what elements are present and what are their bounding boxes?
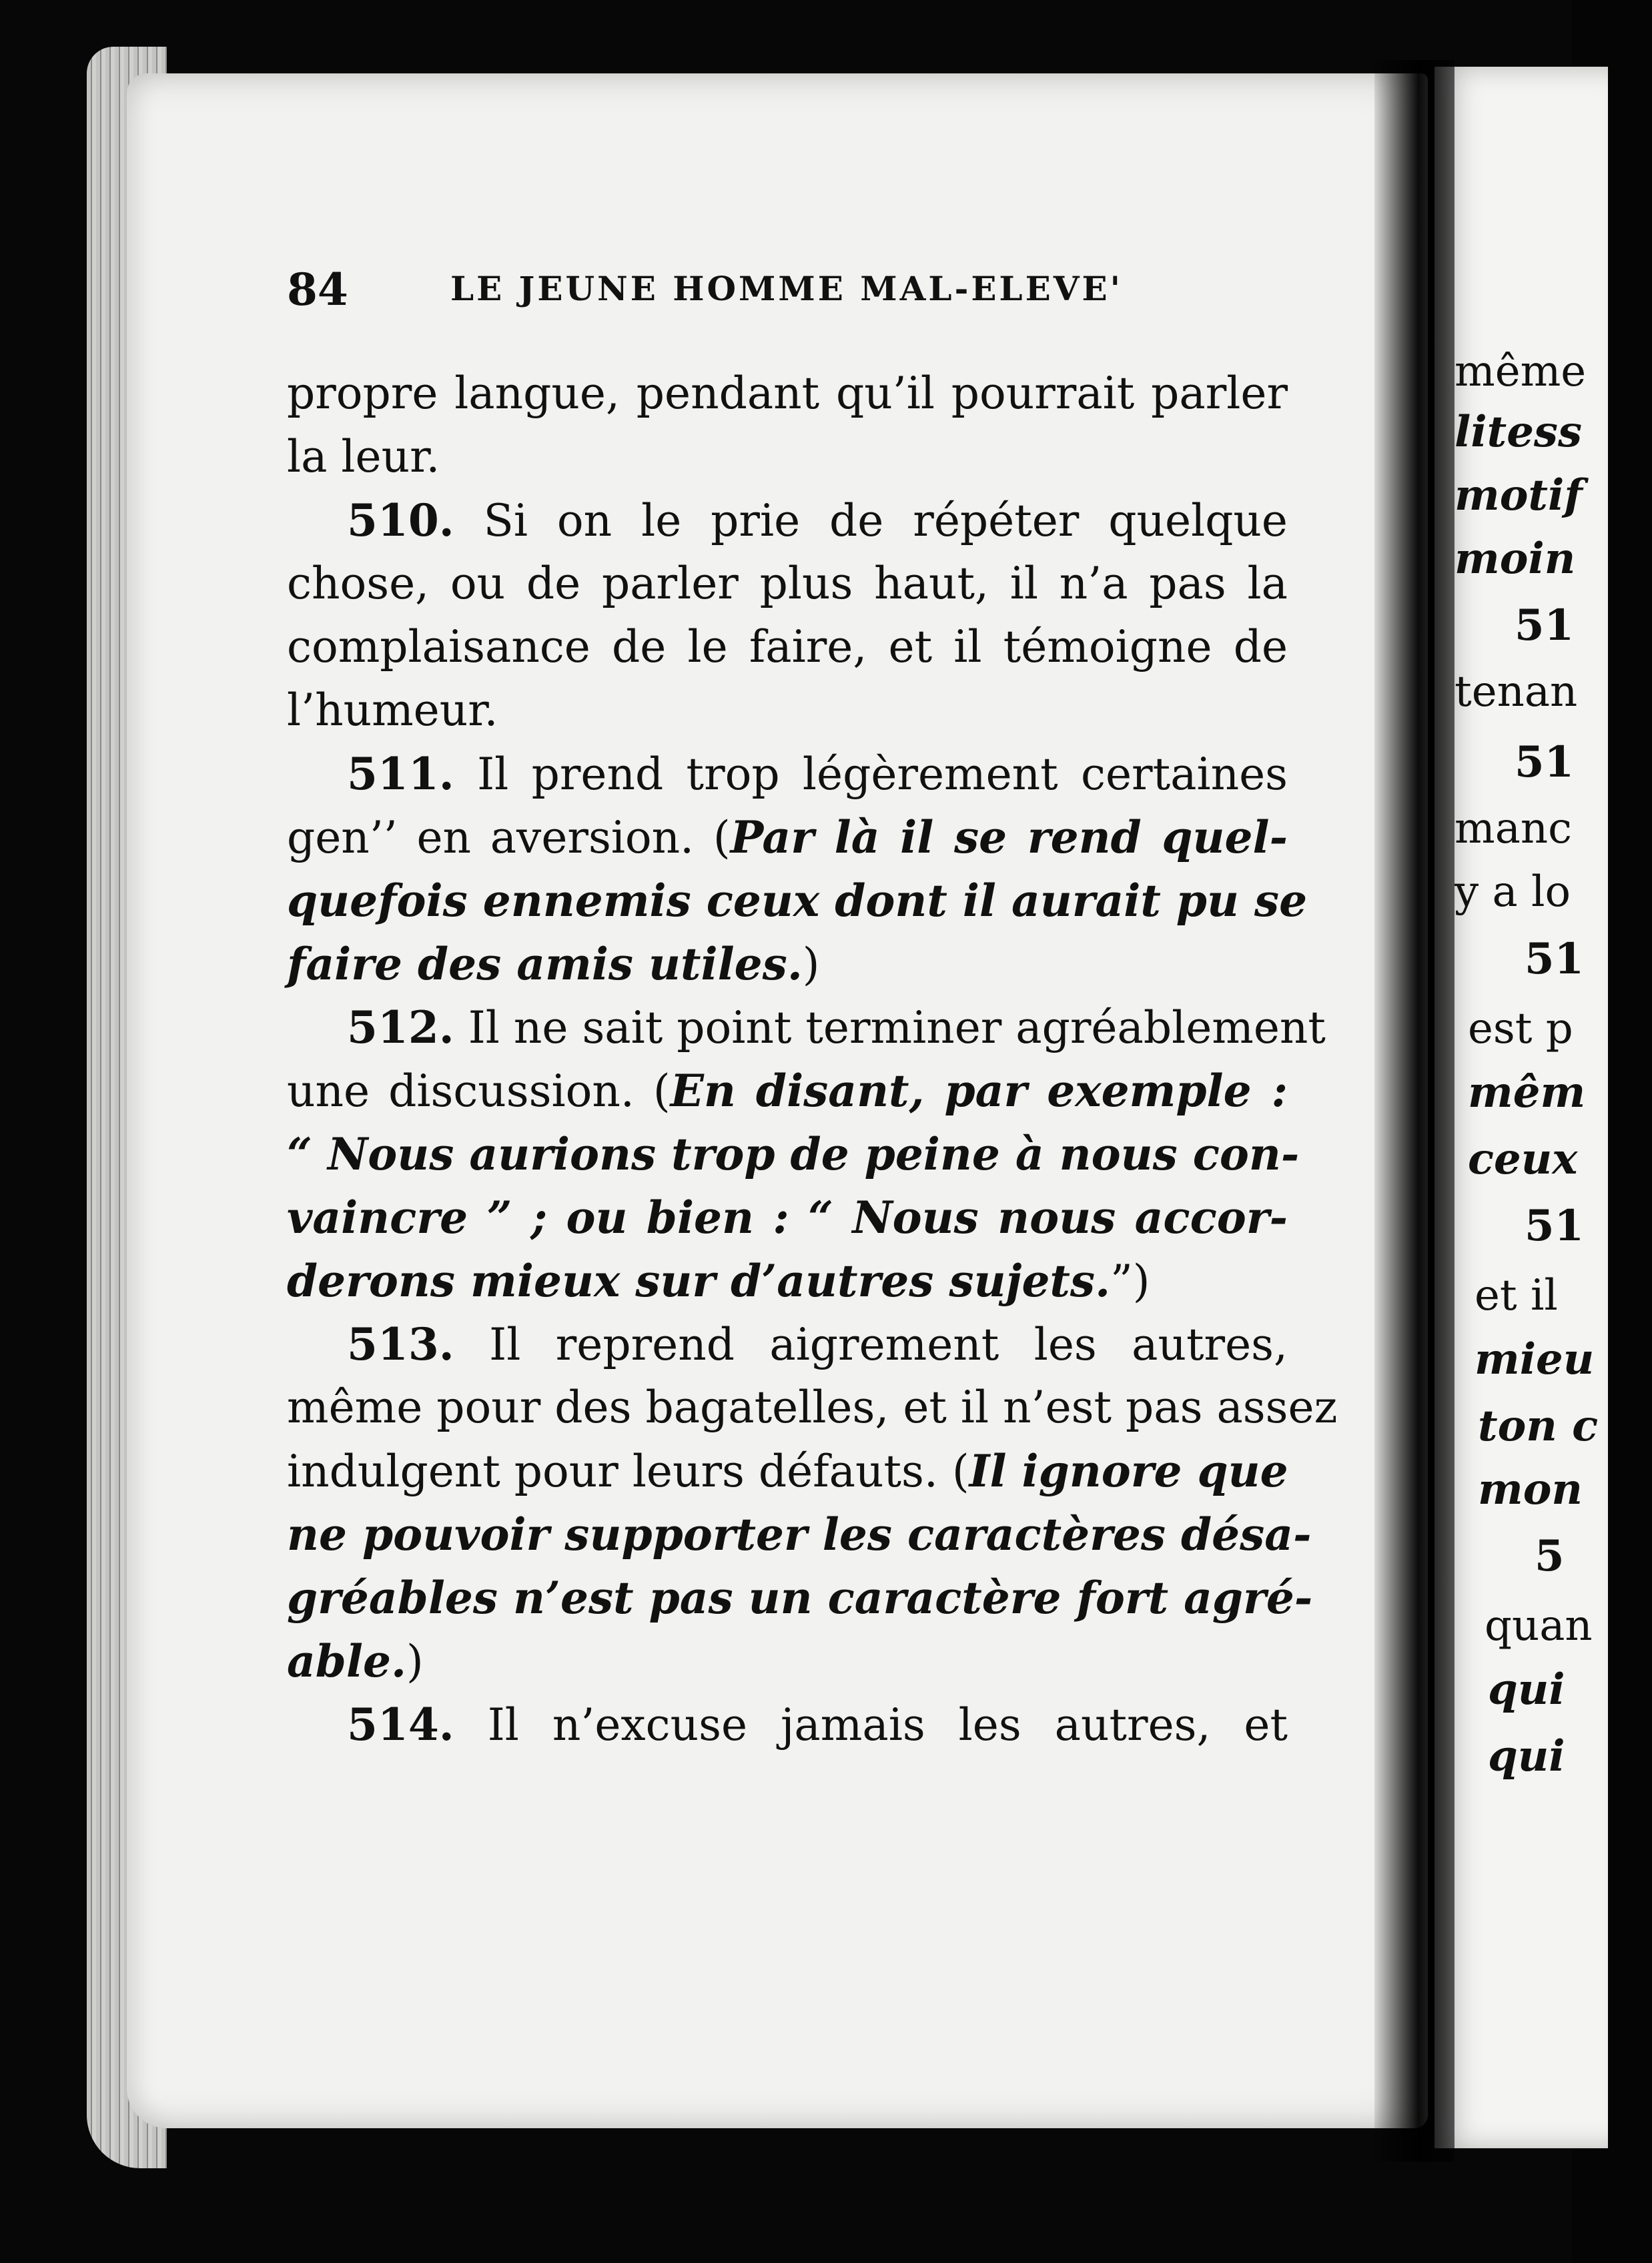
italic-run: able. <box>287 1635 406 1687</box>
paragraph-number: 514. <box>347 1699 454 1751</box>
italic-line: gréables n’est pas un caractère fort agré- <box>287 1572 1313 1624</box>
right-page-fragment: y a lo <box>1455 867 1571 917</box>
right-page-fragment: qui <box>1488 1665 1565 1715</box>
right-page-fragment: mon <box>1478 1464 1583 1514</box>
text-run: ) <box>406 1636 424 1687</box>
right-page-fragment: motif <box>1455 470 1583 520</box>
right-page-fragment: litess <box>1455 407 1582 457</box>
italic-line: quefois ennemis ceux dont il aurait pu se <box>287 875 1308 927</box>
text-line <box>287 807 1288 871</box>
italic-line: “ Nous aurions trop de peine à nous con- <box>287 1128 1300 1180</box>
paragraph-number: 510. <box>347 494 454 546</box>
text-run: Il prend trop légèrement certaines <box>477 749 1288 800</box>
page-text <box>287 364 1338 1758</box>
page-header <box>287 264 1221 317</box>
paragraph-514-line <box>287 1695 1288 1758</box>
right-page-fragment: 5 <box>1535 1531 1565 1581</box>
right-page-fragment: quan <box>1485 1601 1593 1651</box>
paragraph-number: 513. <box>347 1318 454 1370</box>
text-line: chose, ou de parler plus haut, il n’a pas la <box>287 558 1288 609</box>
italic-run: En disant, par exemple : <box>670 1065 1288 1117</box>
paragraph-510-line <box>287 490 1288 554</box>
page-number: 84 <box>287 264 348 316</box>
paragraph-number: 511. <box>347 748 454 800</box>
text-line: complaisance de le faire, et il témoigne de <box>287 621 1288 672</box>
running-title: LE JEUNE HOMME MAL-ELEVE' <box>450 269 1123 308</box>
right-page-fragment: est p <box>1468 1004 1573 1053</box>
right-page-fragment: manc <box>1455 804 1572 853</box>
text-line: l’humeur. <box>287 685 498 736</box>
text-line <box>287 1251 1288 1314</box>
right-page-fragment: et il <box>1475 1271 1558 1320</box>
right-page-fragment: ceux <box>1468 1134 1578 1184</box>
italic-run: derons mieux sur d’autres sujets. <box>287 1255 1111 1307</box>
paragraph-513-line <box>287 1314 1288 1378</box>
right-page-fragment: ton c <box>1478 1401 1599 1451</box>
italic-run: faire des amis utiles. <box>287 938 803 990</box>
text-line: même pour des bagatelles, et il n’est pas assez <box>287 1382 1338 1433</box>
text-run: Si on le prie de répéter quelque <box>483 495 1288 546</box>
text-line: la leur. <box>287 431 440 482</box>
right-page-fragment: mieu <box>1475 1334 1595 1384</box>
italic-line: ne pouvoir supporter les caractères désa- <box>287 1508 1312 1560</box>
paragraph-512-line <box>287 997 1326 1061</box>
text-line <box>287 1441 1288 1504</box>
text-run: Il n’excuse jamais les autres, et <box>487 1699 1288 1751</box>
right-page-fragment: 51 <box>1515 600 1575 650</box>
text-line <box>287 934 1288 997</box>
italic-line: vaincre ” ; ou bien : “ Nous nous accor- <box>287 1192 1288 1244</box>
right-page-fragment: mêm <box>1468 1067 1586 1117</box>
text-line <box>287 1631 1288 1695</box>
right-page-fragment: même <box>1455 347 1587 396</box>
text-run: ”) <box>1110 1256 1150 1307</box>
text-line: propre langue, pendant qu’il pourrait parler <box>287 368 1288 419</box>
text-run: indulgent pour leurs défauts. ( <box>287 1446 969 1497</box>
text-line <box>287 1061 1288 1124</box>
text-run: ) <box>802 939 820 990</box>
right-page-fragment: qui <box>1488 1731 1565 1781</box>
paragraph-number: 512. <box>347 1001 454 1053</box>
right-page-fragment: 51 <box>1515 737 1575 787</box>
right-page-fragment: tenan <box>1455 667 1578 717</box>
italic-run: Par là il se rend quel- <box>730 811 1288 863</box>
right-page-fragment: 51 <box>1525 934 1585 984</box>
book-gutter <box>1374 60 1455 2162</box>
right-page-fragment: 51 <box>1525 1201 1585 1251</box>
text-run: Il reprend aigrement les autres, <box>489 1319 1288 1370</box>
paragraph-511-line <box>287 744 1288 807</box>
text-run: gen’’ en aversion. ( <box>287 812 731 863</box>
italic-run: Il ignore que <box>969 1445 1288 1497</box>
text-run: une discussion. ( <box>287 1065 671 1117</box>
right-page-fragment: moin <box>1455 534 1576 584</box>
text-run: Il ne sait point terminer agréablement <box>468 1002 1326 1053</box>
